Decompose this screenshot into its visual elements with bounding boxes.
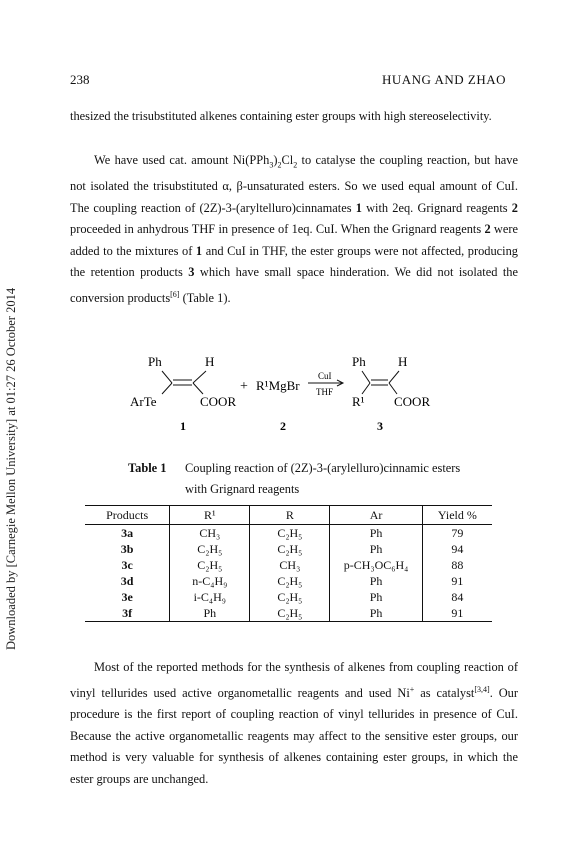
p2-sub: 2 bbox=[293, 160, 298, 170]
superscript: + bbox=[409, 684, 415, 694]
bond bbox=[362, 371, 370, 383]
cell-yield: 88 bbox=[422, 557, 492, 573]
reactant-label: 1 bbox=[180, 419, 186, 433]
table-row bbox=[85, 589, 492, 605]
product-h: H bbox=[398, 354, 408, 369]
table-caption-line-2: with Grignard reagents bbox=[185, 482, 300, 496]
p2-text: We have used cat. amount Ni(PPh bbox=[94, 153, 270, 167]
cell-r: CH₃ bbox=[250, 557, 330, 573]
cell-r1: C₂H₅ bbox=[170, 557, 250, 573]
column-header-ar: Ar bbox=[330, 506, 422, 525]
cell-r1: i-C₄H₉ bbox=[170, 589, 250, 605]
paragraph-2 bbox=[70, 150, 518, 310]
cell-product: 3f bbox=[85, 605, 170, 622]
product-label: 3 bbox=[377, 419, 383, 433]
column-header-r: R bbox=[250, 506, 330, 525]
p2-text: proceeded in anhydrous THF in presence of 1eq. CuI. When the Grignard reagents bbox=[70, 222, 485, 237]
reagent-thf: THF bbox=[316, 387, 334, 397]
download-notice-text: Downloaded by [Carnegie Mellon University] at 01:27 26 October 2014 bbox=[4, 287, 18, 650]
table-caption-line-1: Coupling reaction of (2Z)-3-(arylelluro)cinnamic esters bbox=[185, 461, 461, 475]
reactant-h: H bbox=[205, 354, 215, 369]
bond bbox=[162, 371, 172, 383]
grignard-label: 2 bbox=[280, 419, 286, 433]
bond bbox=[389, 383, 397, 394]
cell-r1: CH₃ bbox=[170, 525, 250, 542]
page-header bbox=[70, 72, 506, 90]
reactant-coor: COOR bbox=[200, 394, 237, 409]
cell-r: C₂H₅ bbox=[250, 525, 330, 542]
running-head: HUANG AND ZHAO bbox=[382, 72, 506, 87]
product-coor: COOR bbox=[394, 394, 431, 409]
results-table bbox=[85, 505, 492, 622]
reactant-arte: ArTe bbox=[130, 394, 157, 409]
cell-r: C₂H₅ bbox=[250, 573, 330, 589]
reaction-scheme-drawing bbox=[130, 352, 460, 437]
cell-product: 3e bbox=[121, 590, 133, 604]
product-r1: R¹ bbox=[352, 394, 365, 409]
cell-ar: Ph bbox=[330, 573, 422, 589]
compound-ref: 1 bbox=[355, 200, 362, 215]
reactant-ph: Ph bbox=[148, 354, 162, 369]
cell-yield: 79 bbox=[422, 525, 492, 542]
column-header-r1: R¹ bbox=[170, 506, 250, 525]
cell-r1: n-C₄H₉ bbox=[170, 573, 250, 589]
compound-ref: 3 bbox=[188, 265, 195, 280]
cell-r: C₂H₅ bbox=[250, 589, 330, 605]
bond bbox=[193, 383, 203, 394]
cell-ar: p-CH₃OC₆H₄ bbox=[330, 557, 422, 573]
cell-yield: 91 bbox=[422, 573, 492, 589]
p3-text: . Our procedure is the first report of coupling reaction of vinyl tellurides in presence of CuI. Because the active organometallic reagents may affect to the sensitive ester groups, our method is very valuable for synthesis of alkenes containing ester groups, in which the ester groups are unchanged. bbox=[70, 685, 518, 786]
table-row bbox=[85, 541, 492, 557]
p2-sub: 3 bbox=[269, 160, 274, 170]
table-row bbox=[85, 573, 492, 589]
cell-ar: Ph bbox=[330, 541, 422, 557]
cell-r: C₂H₅ bbox=[250, 605, 330, 622]
cell-r: C₂H₅ bbox=[250, 541, 330, 557]
cell-yield: 84 bbox=[422, 589, 492, 605]
p2-text: with 2eq. Grignard reagents bbox=[361, 200, 512, 215]
citation: [6] bbox=[170, 290, 180, 300]
p3-text: Most of the reported methods for the synthesis of alkenes from coupling reaction of vinyl tellurides used active organometallic reagents and used Ni bbox=[70, 660, 518, 700]
p3-text: as catalyst bbox=[414, 685, 475, 700]
column-header-products: Products bbox=[85, 506, 170, 525]
citation: [3,4] bbox=[474, 684, 490, 694]
page-number: 238 bbox=[70, 72, 90, 87]
product-ph: Ph bbox=[352, 354, 366, 369]
bond bbox=[389, 371, 399, 383]
cell-ar: Ph bbox=[330, 525, 422, 542]
table-label: Table 1 bbox=[128, 461, 167, 475]
compound-ref: 2 bbox=[511, 200, 518, 215]
p2-text: (Table 1). bbox=[179, 291, 231, 306]
p2-text: Cl bbox=[281, 153, 294, 167]
bond bbox=[193, 371, 206, 383]
table-row bbox=[85, 557, 492, 573]
cell-product: 3c bbox=[121, 558, 133, 572]
table-row bbox=[85, 525, 492, 542]
bond bbox=[362, 383, 370, 394]
cell-product: 3a bbox=[121, 526, 134, 540]
cell-r1: Ph bbox=[170, 605, 250, 622]
p2-text: to catalyse the coupling reaction, but have not isolated the trisubstituted α, β-unsaturated esters. So we used equal amount of CuI. The coupling reaction of (2Z)-3-(aryltelluro)cinnamates bbox=[70, 153, 518, 215]
bond bbox=[162, 383, 172, 394]
column-header-yield: Yield % bbox=[422, 506, 492, 525]
reagent-cui: CuI bbox=[318, 371, 332, 381]
download-notice bbox=[4, 130, 22, 650]
cell-product: 3d bbox=[120, 574, 134, 588]
p2-text: and CuI in THF, the ester groups were not affected, producing the retention products bbox=[70, 243, 518, 280]
cell-product: 3b bbox=[120, 542, 134, 556]
paragraph-3 bbox=[70, 657, 518, 791]
compound-ref: 1 bbox=[195, 243, 203, 258]
p2-text: ) bbox=[273, 153, 278, 167]
p2-text: were added to the mixtures of bbox=[70, 222, 519, 258]
reaction-scheme bbox=[130, 352, 460, 437]
plus-sign: + bbox=[240, 379, 248, 394]
cell-yield: 91 bbox=[422, 605, 492, 622]
grignard-reagent: R¹MgBr bbox=[256, 378, 300, 393]
cell-yield: 94 bbox=[422, 541, 492, 557]
compound-ref: 2 bbox=[484, 222, 491, 237]
p2-text: which have small space hinderation. We did not isolated the conversion products bbox=[70, 265, 518, 306]
cell-r1: C₂H₅ bbox=[170, 541, 250, 557]
cell-ar: Ph bbox=[330, 589, 422, 605]
table-row bbox=[85, 605, 492, 622]
paragraph-1: thesized the trisubstituted alkenes containing ester groups with high stereoselectivity. bbox=[70, 109, 492, 123]
cell-ar: Ph bbox=[330, 605, 422, 622]
p2-sub: 2 bbox=[277, 160, 282, 170]
table-header-row bbox=[85, 506, 492, 525]
